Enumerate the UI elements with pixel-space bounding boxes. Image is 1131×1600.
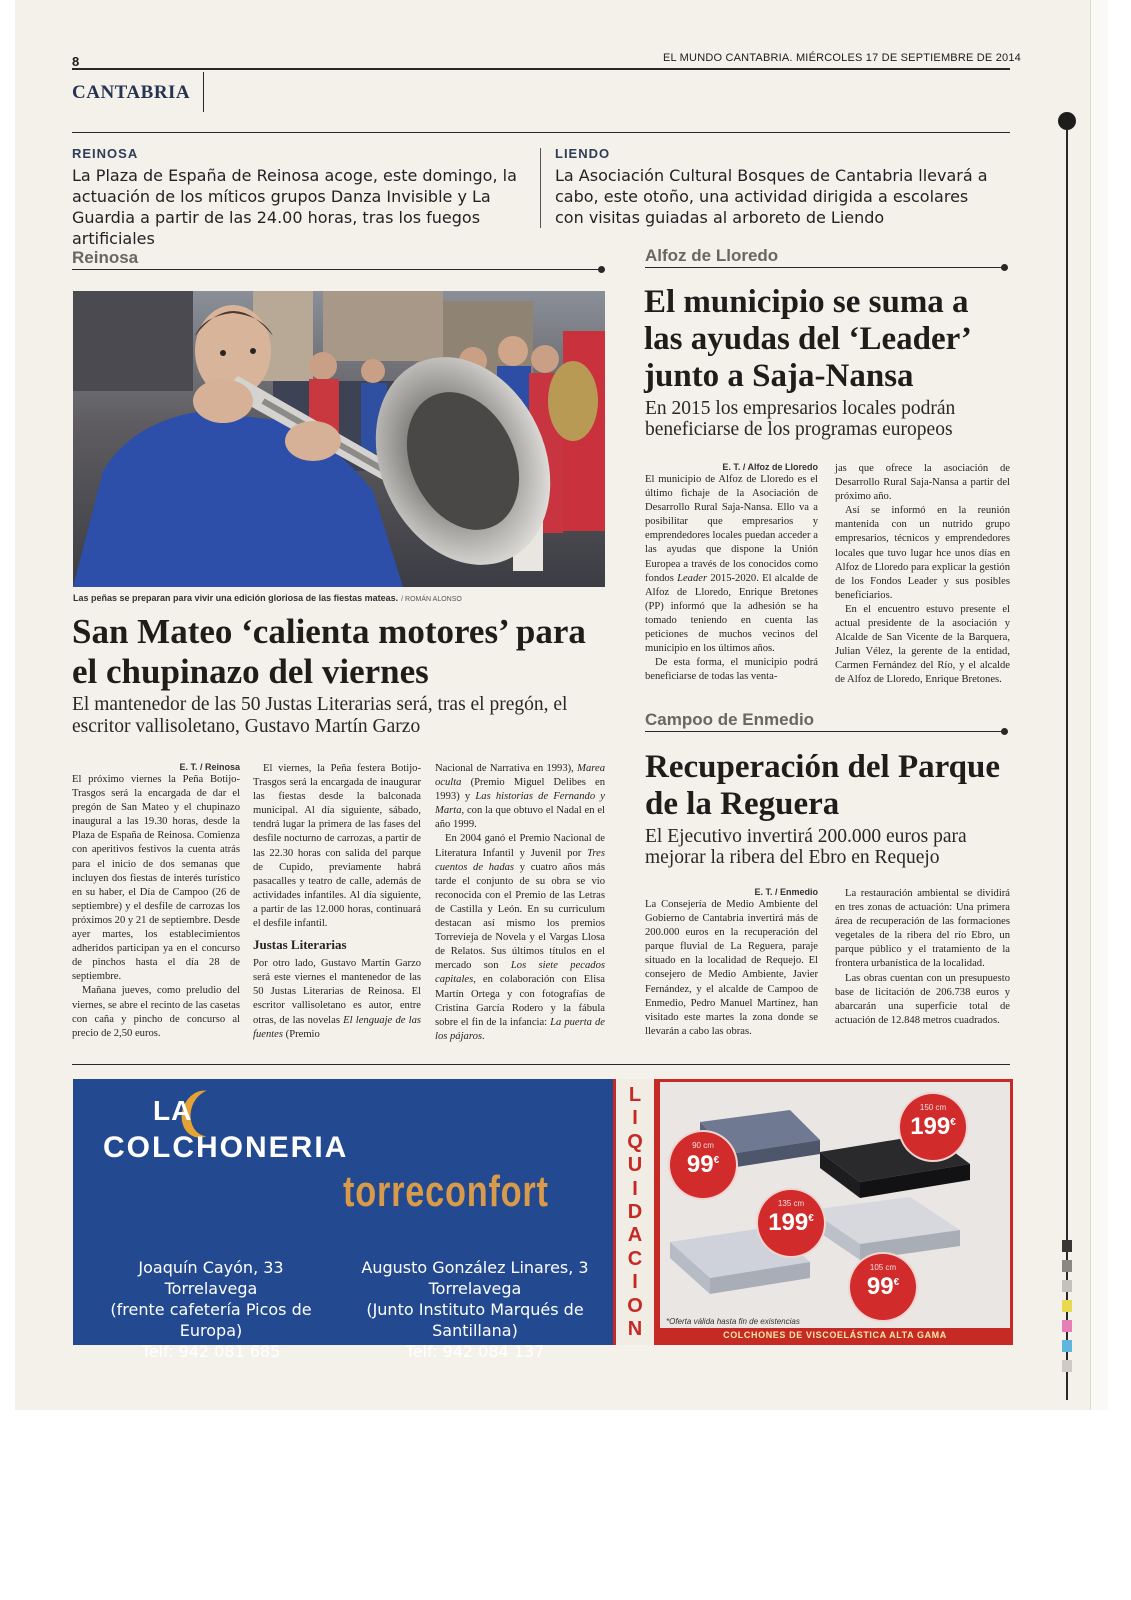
paragraph: Nacional de Narrativa en 1993), Marea oculta (Premio Miguel Delibes en 1993) y Las historias de Fernando y Marta, con la que obtuvo el Nadal en el año 1999. <box>435 763 606 831</box>
logo-la: LA <box>153 1095 193 1126</box>
mattress-promo <box>657 1079 1013 1345</box>
article-column <box>835 887 1010 1028</box>
price-badge: 90 cm 99€ <box>670 1132 736 1198</box>
price-badge: 105 cm 99€ <box>850 1254 916 1320</box>
promo-footer: COLCHONES DE VISCOELÁSTICA ALTA GAMA <box>660 1328 1010 1342</box>
paragraph: La Consejería de Medio Ambiente del Gobierno de Cantabria invertirá más de 200.000 euros en la recuperación del parque fluvial de La Reguera, paraje situado en la localidad de Requejo. El consejero de Medio Ambiente, Javier Fernández, y el alcalde de Campoo de Enmedio, Pedro Manuel Martínez, han visitado este martes la zona donde se llevarán a cabo las obras. <box>645 899 818 1037</box>
color-registration-marks <box>1062 1240 1072 1380</box>
section-rule <box>72 132 1010 133</box>
paragraph: Por otro lado, Gustavo Martín Garzo será este viernes el mantenedor de las 50 Justas Literarias de Reinosa. El escritor vallisoletano es autor, entre otras, de las novelas El lenguaje de las fuentes (Premio <box>253 958 421 1040</box>
kicker-reinosa: Reinosa <box>72 248 139 267</box>
headline-leader: El municipio se suma a las ayudas del ‘Leader’ junto a Saja-Nansa <box>644 284 970 394</box>
deck-san-mateo: El mantenedor de las 50 Justas Literarias será, tras el pregón, el escritor vallisoletano, Gustavo Martín Garzo <box>72 694 568 737</box>
article-column <box>645 887 818 1039</box>
margin-line <box>1066 130 1068 1400</box>
article-column <box>645 462 818 684</box>
section-title: CANTABRIA <box>72 82 191 103</box>
brief-divider <box>540 148 541 228</box>
kicker-rule <box>645 731 1005 732</box>
header-rule <box>72 68 1010 70</box>
brief-text: La Asociación Cultural Bosques de Cantabria llevará a cabo, este otoño, una actividad dirigida a escolares con visitas guiadas al arboreto de Liendo <box>555 166 988 227</box>
article-column <box>435 762 605 1044</box>
paragraph: El próximo viernes la Peña Botijo-Trasgos será la encargada de dar el pregón de San Mateo y el chupinazo inaugural a las 19.30 horas, desde la Plaza de España de Reinosa. Comienza con aperitivos festivos la cuenta atrás para el inicio de dos semanas que incluyen dos fiestas de interés turístico en su haber, el Día de Campoo (26 de septiembre) y el desfile de carrozas los próximos 20 y 21 de septiembre. Desde ayer martes, los establecimientos adheridos participan ya en el concurso de pinchos hasta el día 28 de septiembre. <box>72 774 240 983</box>
page-edge <box>1090 0 1108 1410</box>
paragraph: En 2004 ganó el Premio Nacional de Literatura Infantil y Juvenil por Tres cuentos de hadas y cuatro años más tarde el conjunto de su obra se vio reconocida con el Premio de las Letras de Castilla y León. En su curriculum destacan así mismo los premios Torrevieja de Novela y el Vargas Llosa de Relatos. Sus últimos títulos en el mercado son Los siete pecados capitales, en colaboración con Elisa Martín Ortega y con fotografías de Cristina García Rodero y la fábula sobre el fin de la infancia: La puerta de los pájaros. <box>435 833 605 1042</box>
mattress-icon <box>810 1197 960 1260</box>
margin-dot <box>1058 112 1076 130</box>
photo-trumpet-player <box>73 291 605 587</box>
article-column <box>835 462 1010 688</box>
paragraph: Las obras cuentan con un presupuesto base de licitación de 206.738 euros y abarcarán una superficie total de actuación de 12.848 metros cuadrados. <box>835 972 1010 1026</box>
masthead: EL MUNDO CANTABRIA. MIÉRCOLES 17 DE SEPTIEMBRE DE 2014 <box>662 52 1021 64</box>
kicker-campoo: Campoo de Enmedio <box>645 710 815 729</box>
article-column <box>253 762 421 1042</box>
articles-bottom-rule <box>72 1064 1010 1065</box>
liquidacion-strip: L I Q U I D A C I O N <box>613 1079 657 1345</box>
deck-leader: En 2015 los empresarios locales podrán beneficiarse de los programas europeos <box>645 398 956 440</box>
paragraph: La restauración ambiental se dividirá en tres zonas de actuación: Una primera área de recuperación de las formaciones vegetales de la ribera del río Ebro, un parque público y el tratamiento de la frontera urbanística de la localidad. <box>835 888 1010 970</box>
advertisement[interactable] <box>73 1079 1013 1361</box>
ad-store-panel <box>73 1079 621 1361</box>
article-column <box>72 762 240 1041</box>
photo-credit: / ROMÁN ALONSO <box>401 596 462 603</box>
deck-reguera: El Ejecutivo invertirá 200.000 euros para mejorar la ribera del Ebro en Requejo <box>645 826 967 868</box>
paragraph: Así se informó en la reunión mantenida con un nutrido grupo empresarios, técnicos y emprendedores locales que tuvo lugar hce unos días en Alfoz de Lloredo para explicar la gestión de los Fondos Leader y sus posibles beneficiarios. <box>835 505 1010 601</box>
paragraph: jas que ofrece la asociación de Desarrollo Rural Saja-Nansa a partir del próximo año. <box>835 463 1010 503</box>
byline: E. T. / Reinosa <box>179 762 240 772</box>
page-number: 8 <box>72 54 80 69</box>
headline-reguera: Recuperación del Parque de la Reguera <box>645 749 1001 822</box>
brief-reinosa <box>72 146 532 249</box>
brief-text: La Plaza de España de Reinosa acoge, este domingo, la actuación de los míticos grupos Danza Invisible y La Guardia a partir de las 24.00 horas, tras los fuegos artificiales <box>72 166 517 248</box>
logo-colchoneria: COLCHONERIA <box>103 1131 349 1164</box>
byline: E. T. / Alfoz de Lloredo <box>722 462 818 472</box>
brief-liendo <box>555 146 1000 228</box>
photo-caption <box>73 593 605 603</box>
kicker-rule <box>645 267 1005 268</box>
byline: E. T. / Enmedio <box>754 887 818 897</box>
price-badge: 150 cm 199€ <box>900 1094 966 1160</box>
paragraph: Mañana jueves, como preludio del viernes, se abre el recinto de las casetas con caña y pincho de concurso al precio de 2,50 euros. <box>72 985 240 1039</box>
kicker-alfoz: Alfoz de Lloredo <box>645 246 779 265</box>
caption-text: Las peñas se preparan para vivir una edición gloriosa de las fiestas mateas. <box>73 593 399 603</box>
section-divider <box>203 72 204 112</box>
paragraph: En el encuentro estuvo presente el actual presidente de la asociación y Alcalde de San Vicente de la Barquera, Julian Vélez, la gerente de la entidad, Carmen Fernández del Río, y el alcalde de Alfoz de Lloredo, Enrique Bretones. <box>835 603 1010 686</box>
brief-label: LIENDO <box>555 146 611 161</box>
brand-torreconfort: torreconfort <box>343 1167 549 1216</box>
store-address-1: Joaquín Cayón, 33 Torrelavega (frente cafetería Picos de Europa) Telf: 942 081 685 <box>110 1258 312 1361</box>
paragraph: De esta forma, el municipio podrá beneficiarse de todas las venta- <box>645 657 818 683</box>
kicker-rule <box>72 269 602 270</box>
price-badge: 135 cm 199€ <box>758 1190 824 1256</box>
photo-illustration <box>73 291 605 587</box>
paragraph: El municipio de Alfoz de Lloredo es el último fichaje de la Asociación de Desarrollo Rural Saja-Nansa. Ello va a posibilitar que empresarios y emprendedores locales puedan acceder a las ayudas que dispone la Unión Europea a través de los conocidos como fondos Leader 2015-2020. El alcalde de Alfoz de Lloredo, Enrique Bretones (PP) informó que la adhesión se ha tomado teniendo en cuenta las peticiones de muchos vecinos del municipio en los últimos años. <box>645 474 818 655</box>
subhead: Justas Literarias <box>253 937 347 953</box>
store-address-2: Augusto González Linares, 3 Torrelavega (Junto Instituto Marqués de Santillana) Telf: 942 084 137 <box>361 1258 589 1361</box>
offer-note: *Oferta válida hasta fin de existencias <box>666 1317 800 1326</box>
headline-san-mateo: San Mateo ‘calienta motores’ para el chupinazo del viernes <box>72 612 586 691</box>
paragraph: El viernes, la Peña festera Botijo-Trasgos será la encargada de inaugurar las fiestas desde la balconada municipal. Al día siguiente, sábado, tendrá lugar la primera de las fases del desfile nocturno de carrozas, a partir de las 22.30 horas con salida del parque de Cupido, previamente habrá pasacalles y teatro de calle, además de actividades infantiles. Al día siguiente, a partir de las 12.000 horas, continuará el desfile infantil. <box>253 763 421 930</box>
brief-label: REINOSA <box>72 146 139 161</box>
